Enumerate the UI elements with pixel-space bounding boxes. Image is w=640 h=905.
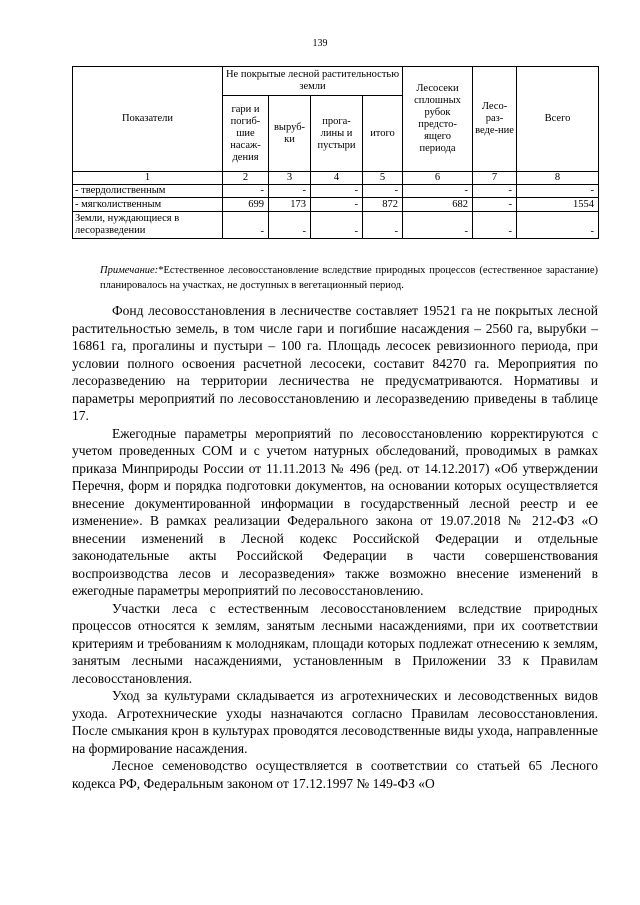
- table-cell: -: [223, 185, 269, 198]
- row-label: - твердолиственным: [73, 185, 223, 198]
- table-cell: -: [517, 185, 599, 198]
- column-number: 1: [73, 172, 223, 185]
- column-number: 4: [311, 172, 363, 185]
- page-number: 139: [312, 38, 328, 49]
- header-clearcut-sites: Лесосеки сплошных рубок предсто-ящего периода: [403, 67, 473, 172]
- column-number: 7: [473, 172, 517, 185]
- paragraph: Фонд лесовосстановления в лесничестве составляет 19521 га не покрытых лесной растительностью земель, в том числе гари и погибшие насаждения – 2560 га, вырубки – 16861 га, прогалины и пустыри – 100 га. Площадь лесосек ревизионного периода, при условии полного освоения расчетной лесосеки, составит 84270 га. Мероприятия по лесоразведению на территории лесничества не предусматриваются. Нормативы и параметры мероприятий по лесовосстановлению и лесоразведению приведены в таблице 17.: [72, 303, 598, 423]
- column-number-row: [73, 172, 599, 185]
- column-number: 3: [269, 172, 311, 185]
- table-row: [73, 185, 599, 198]
- header-afforestation: Лесо-раз-веде-ние: [473, 67, 517, 172]
- header-not-covered-group: Не покрытые лесной растительностью земли: [223, 67, 403, 96]
- paragraph: Лесное семеноводство осуществляется в соответствии со статьей 65 Лесного кодекса РФ, Федеральным законом от 17.12.1997 № 149-ФЗ «О: [72, 758, 598, 791]
- paragraph: Уход за культурами складывается из агротехнических и лесоводственных видов ухода. Агротехнические уходы назначаются согласно Правилам лесовосстановления. После смыкания крон в культурах проводятся лесоводственные виды ухода, направленные на формирование насаждения.: [72, 688, 598, 756]
- table-cell: -: [311, 185, 363, 198]
- note-text: *Естественное лесовосстановление вследствие природных процессов (естественное зарастание) планировалось на участках, не доступных в вегетационный период.: [100, 265, 598, 291]
- row-label: Земли, нуждающиеся в лесоразведении: [73, 212, 223, 239]
- table-cell: -: [269, 185, 311, 198]
- table-cell: -: [403, 185, 473, 198]
- header-cuttings: выруб-ки: [269, 96, 311, 172]
- table-cell: 699: [223, 198, 269, 212]
- table-cell: -: [311, 198, 363, 212]
- column-number: 2: [223, 172, 269, 185]
- reforestation-table: [72, 66, 599, 239]
- table-cell: 173: [269, 198, 311, 212]
- table-cell: -: [473, 198, 517, 212]
- header-burned: гари и погиб-шие насаж-дения: [223, 96, 269, 172]
- column-number: 8: [517, 172, 599, 185]
- table-cell: 682: [403, 198, 473, 212]
- table-cell: -: [403, 212, 473, 239]
- table-note: [72, 263, 598, 293]
- table-cell: -: [473, 212, 517, 239]
- table-cell: -: [473, 185, 517, 198]
- paragraph: Участки леса с естественным лесовосстановлением вследствие природных процессов относятся к землям, занятым лесными насаждениями, при их соответствии критериям и требованиям к молоднякам, площади которых подлежат отнесению к землям, занятым лесными насаждениями, установленным в Приложении 33 к Правилам лесовосстановления.: [72, 600, 598, 686]
- header-glades: прога-лины и пустыри: [311, 96, 363, 172]
- header-grand-total: Всего: [517, 67, 599, 172]
- body-text: [72, 302, 598, 792]
- table-cell: -: [223, 212, 269, 239]
- column-number: 6: [403, 172, 473, 185]
- header-indicators: Показатели: [73, 67, 223, 172]
- column-number: 5: [363, 172, 403, 185]
- table-row: [73, 198, 599, 212]
- table-cell: -: [363, 212, 403, 239]
- table-row: [73, 212, 599, 239]
- row-label: - мягколиственным: [73, 198, 223, 212]
- table-cell: -: [363, 185, 403, 198]
- paragraph: Ежегодные параметры мероприятий по лесовосстановлению корректируются с учетом проведенных СОМ и с учетом натурных обследований, проводимых в рамках приказа Минприроды России от 11.11.2013 № 496 (ред. от 14.12.2017) «Об утверждении Перечня, форм и порядка подготовки документов, на основании которых осуществляется внесение документированной информации в государственный лесной реестр и ее изменение». В рамках реализации Федерального закона от 19.07.2018 № 212-ФЗ «О внесении изменений в Лесной кодекс Российской Федерации и отдельные законодательные акты Российской Федерации в части совершенствования воспроизводства лесов и лесоразведения» также возможно внесение изменений в ежегодные параметры мероприятий по лесовосстановлению.: [72, 425, 598, 598]
- header-total: итого: [363, 96, 403, 172]
- table-cell: 872: [363, 198, 403, 212]
- note-label: Примечание:: [100, 265, 159, 276]
- table-cell: 1554: [517, 198, 599, 212]
- table-cell: -: [311, 212, 363, 239]
- table-cell: -: [269, 212, 311, 239]
- table-cell: -: [517, 212, 599, 239]
